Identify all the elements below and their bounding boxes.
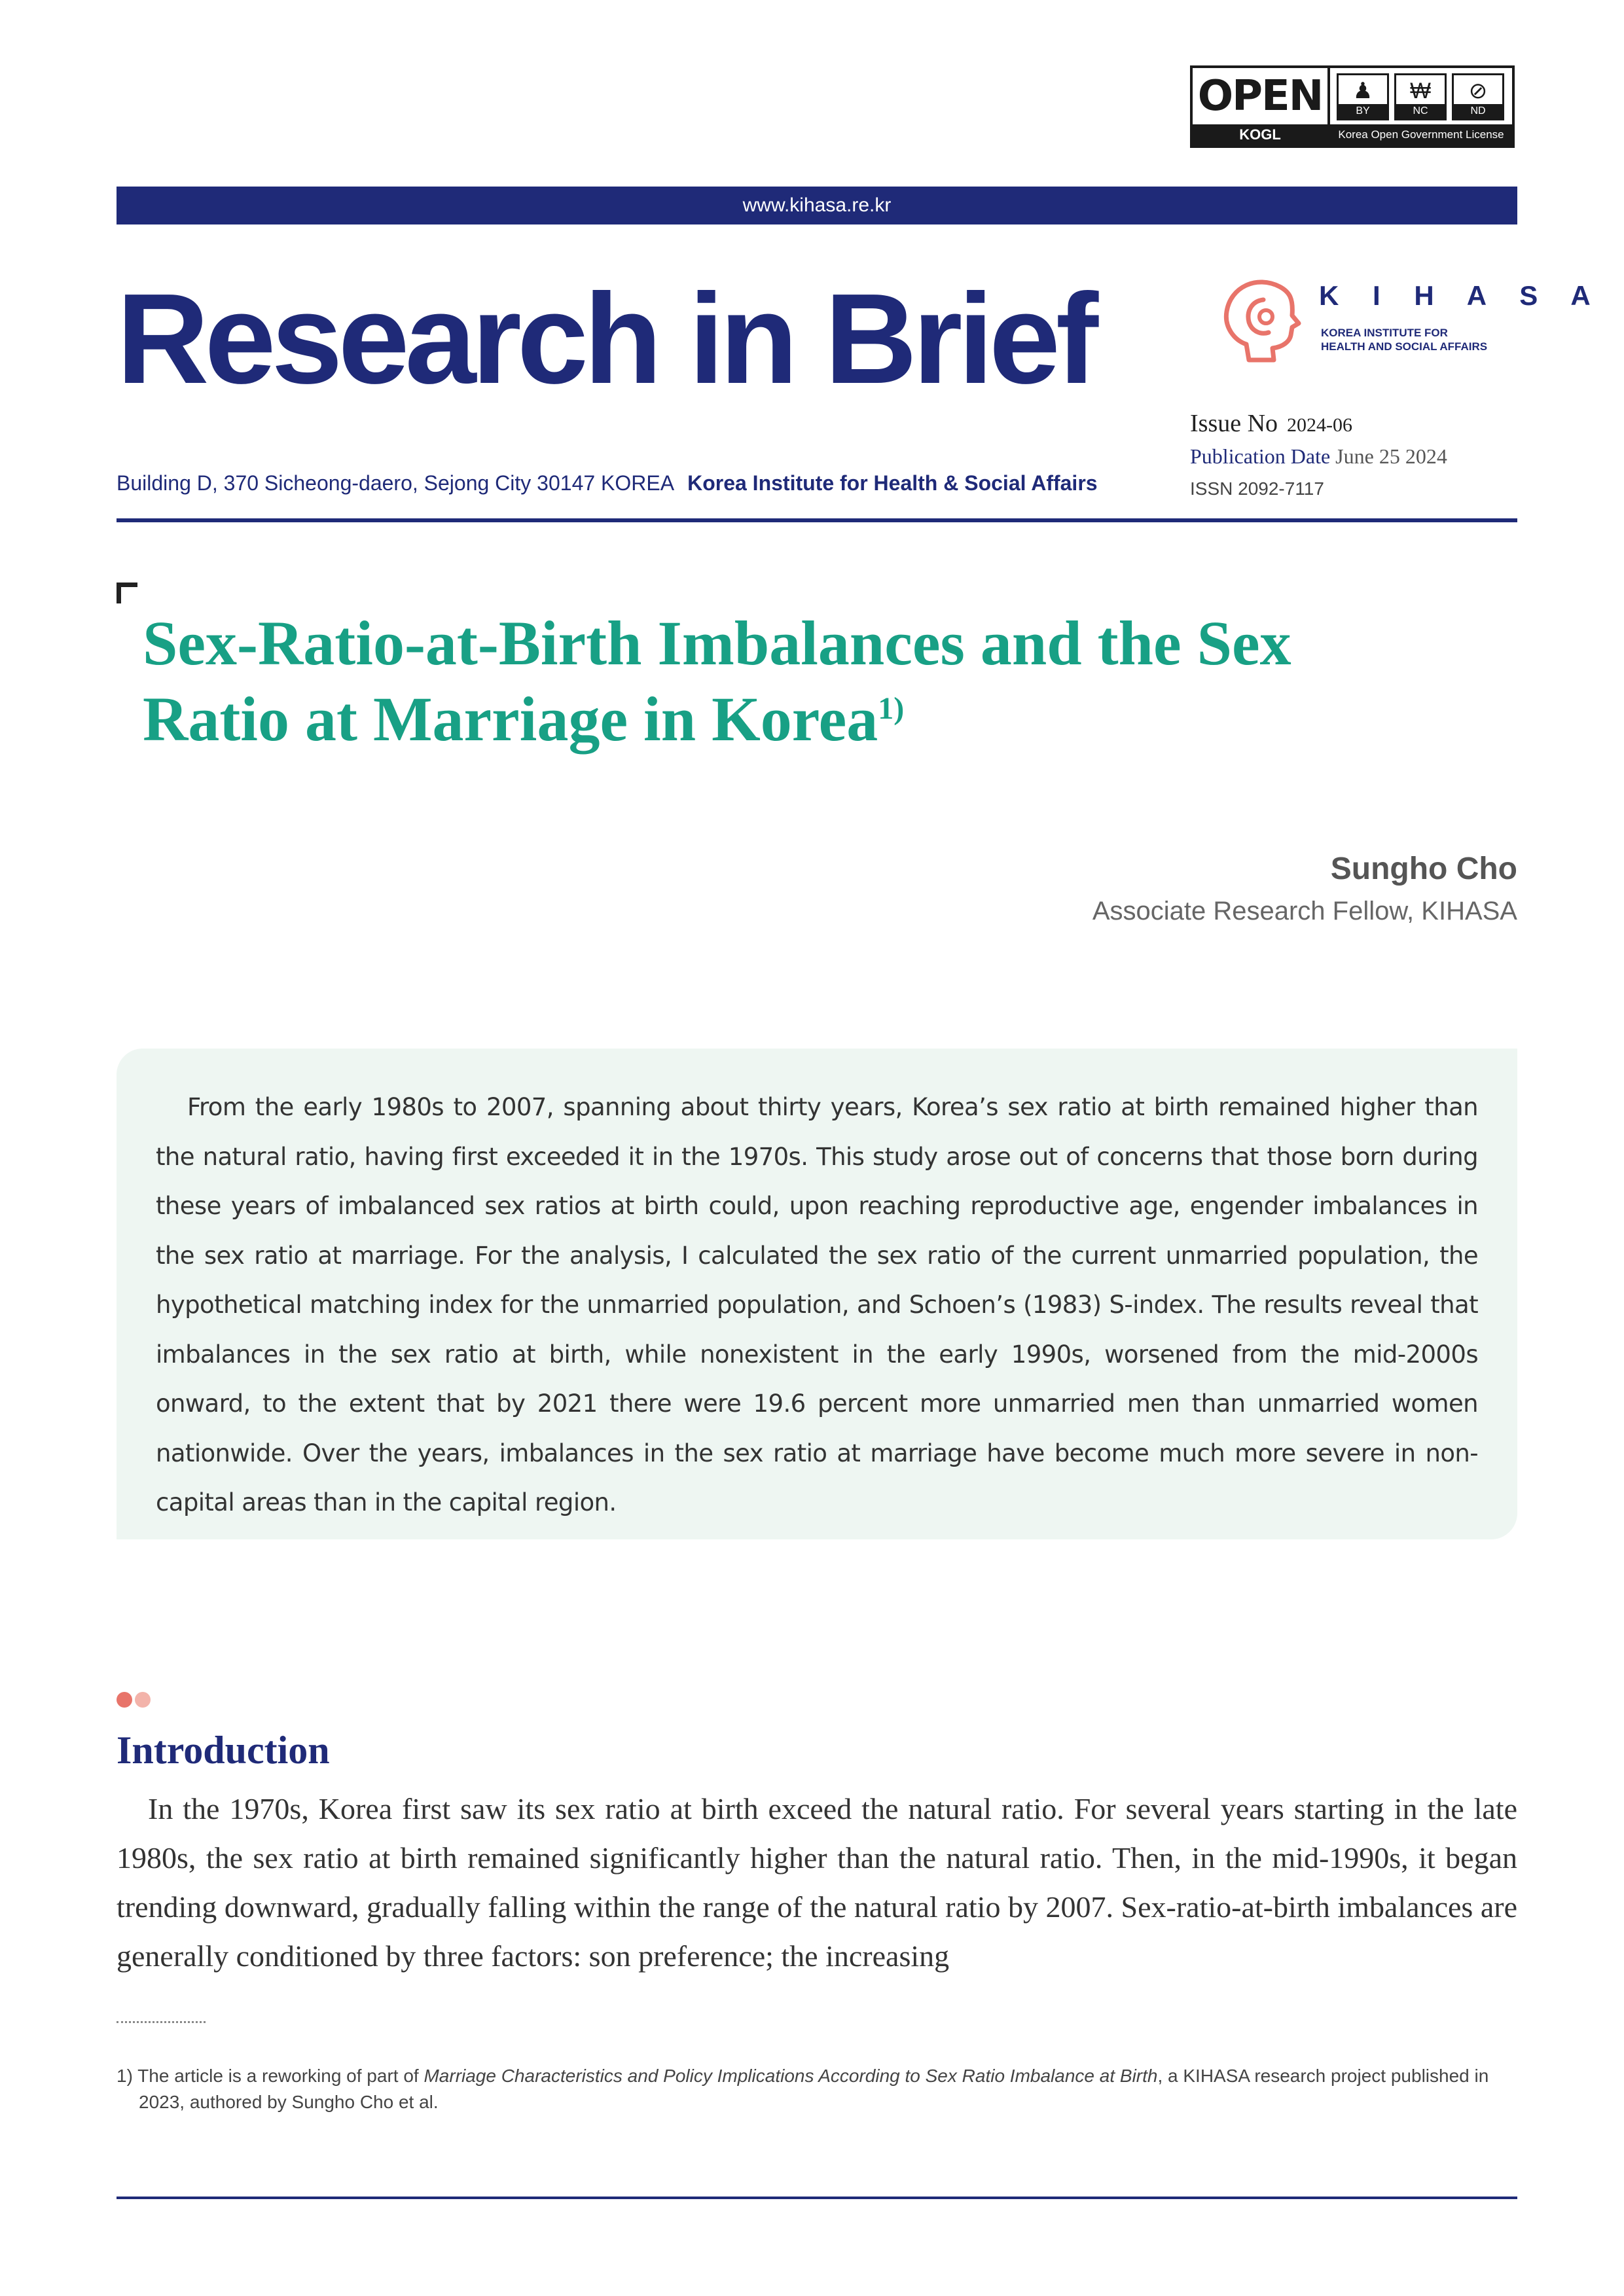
author-role: Associate Research Fellow, KIHASA (1092, 897, 1517, 925)
author-name: Sungho Cho (1330, 852, 1517, 886)
kogl-license-badge (1190, 65, 1515, 148)
header-rule (117, 518, 1517, 522)
footnote-1 (117, 2063, 1491, 2115)
introduction-body (117, 1784, 1517, 1981)
open-label: OPEN (1197, 72, 1323, 120)
kihasa-sub-line2: HEALTH AND SOCIAL AFFAIRS (1321, 340, 1488, 353)
footer-rule (117, 2197, 1517, 2199)
no-money-icon: ₩ (1409, 79, 1432, 103)
footnote-suffix: , a KIHASA research project published in 2023, authored by Sungho Cho et al. (139, 2066, 1489, 2112)
issue-number-value: 2024-06 (1287, 414, 1353, 436)
nd-license (1452, 73, 1504, 120)
publication-date-value: June 25 2024 (1335, 444, 1447, 468)
corner-mark (117, 583, 137, 603)
issn: ISSN 2092-7117 (1190, 478, 1324, 499)
footnote-prefix: 1) The article is a reworking of part of (117, 2066, 424, 2086)
nc-license (1394, 73, 1447, 120)
footnote-italic-title: Marriage Characteristics and Policy Implications According to Sex Ratio Imbalance at Birth (424, 2066, 1158, 2086)
section-heading: Introduction (117, 1729, 330, 1772)
issue-info (1190, 407, 1447, 505)
footnote (117, 2063, 1491, 2115)
publication-title: Research in Brief (117, 267, 1094, 410)
address: Building D, 370 Sicheong-daero, Sejong City 30147 KOREA (117, 471, 675, 495)
footnote-separator (117, 2021, 206, 2023)
introduction-text: In the 1970s, Korea first saw its sex ratio at birth exceed the natural ratio. For several years starting in the late 1980s, the sex ratio at birth remained significantly higher than the natural ratio. Then, in the mid-1990s, it began trending downward, gradually falling within the range of the natural ratio by 2007. Sex-ratio-at-birth imbalances are generally conditioned by three factors: son preference; the increasing (117, 1792, 1517, 1973)
by-license (1337, 73, 1389, 120)
abstract-box (117, 1049, 1517, 1539)
title-footnote-mark[interactable]: 1) (878, 691, 905, 726)
nc-tag: NC (1396, 104, 1445, 118)
section-dots-icon (117, 1690, 156, 1710)
article-title (143, 605, 1485, 757)
kihasa-sub-line1: KOREA INSTITUTE FOR (1321, 327, 1448, 339)
nd-tag: ND (1454, 104, 1502, 118)
organization-name: Korea Institute for Health & Social Affairs (687, 471, 1098, 495)
url-bar (117, 187, 1517, 224)
abstract-text: From the early 1980s to 2007, spanning about thirty years, Korea’s sex ratio at birth remained higher than the natural ratio, having first exceeded it in the 1970s. This study arose out of concerns that those born during these years of imbalanced sex ratios at birth could, upon reaching reproductive age, engender imbalances in the sex ratio at marriage. For the analysis, I calculated the sex ratio of the current unmarried population, the hypothetical matching index for the unmarried population, and Schoen’s (1983) S-index. The results reveal that imbalances in the sex ratio at birth, while nonexistent in the early 1990s, worsened from the mid-2000s onward, to the extent that by 2021 there were 19.6 percent more unmarried men than unmarried women nationwide. Over the years, imbalances in the sex ratio at marriage have become much more severe in non-capital areas than in the capital region. (156, 1093, 1478, 1516)
kihasa-logo-icon (1218, 274, 1316, 365)
license-label: Korea Open Government License (1330, 124, 1512, 145)
by-tag: BY (1339, 104, 1387, 118)
license-icons (1337, 73, 1504, 120)
no-derivative-icon: ⊘ (1468, 79, 1488, 103)
address-line (117, 471, 1098, 495)
publication-date-label: Publication Date (1190, 444, 1331, 468)
article-title-line2: Ratio at Marriage in Korea (143, 684, 878, 754)
article-title-line1: Sex-Ratio-at-Birth Imbalances and the Sex (143, 608, 1291, 678)
person-icon: ♟ (1352, 79, 1373, 103)
site-url[interactable]: www.kihasa.re.kr (742, 194, 892, 216)
issue-number-label: Issue No (1190, 410, 1278, 437)
kihasa-name: K I H A S A (1319, 280, 1604, 311)
kogl-label: KOGL (1193, 124, 1327, 145)
kihasa-subtitle (1321, 326, 1487, 353)
